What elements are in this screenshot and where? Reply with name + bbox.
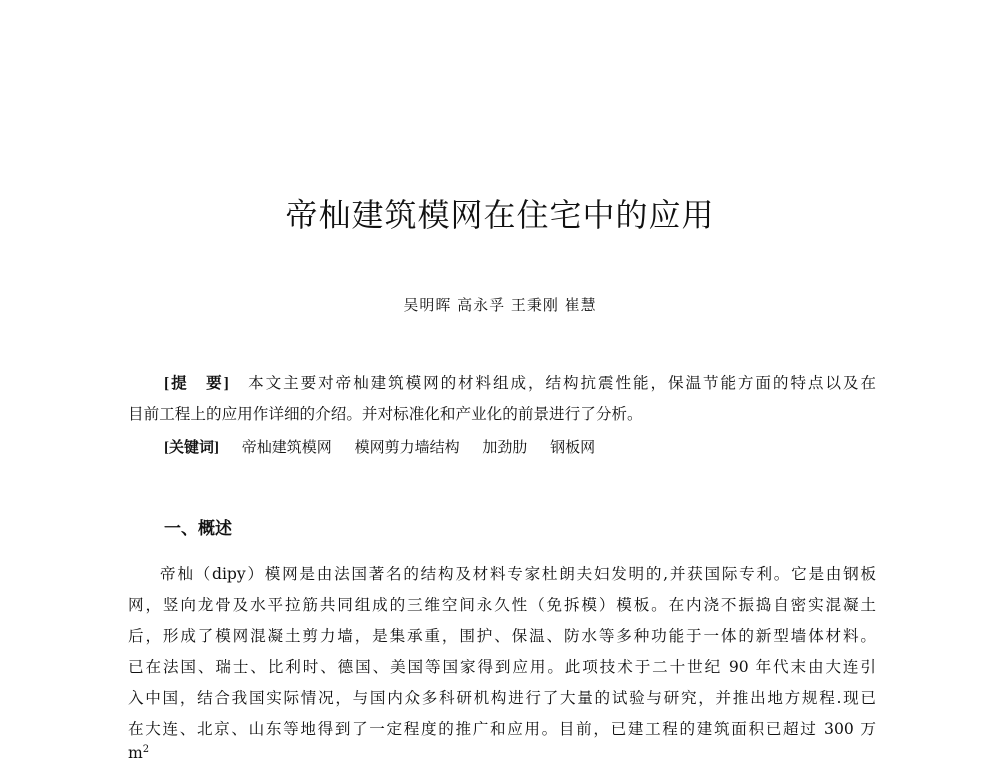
section-heading: 一、概述 xyxy=(164,519,232,539)
body-line: 后，形成了模网混凝土剪力墙，是集承重，围护、保温、防水等多种功能于一体的新型墙体材料。 xyxy=(128,627,876,645)
body-line: 入中国，结合我国实际情况，与国内众多科研机构进行了大量的试验与研究，并推出地方规程.现已 xyxy=(128,689,876,707)
keywords-label: [关键词] xyxy=(164,440,219,456)
keywords-line xyxy=(164,436,912,457)
abstract-label: [提 要] xyxy=(164,375,229,392)
body-line: 已在法国、瑞士、比利时、德国、美国等国家得到应用。此项技术于二十世纪 90 年代末由大连引 xyxy=(128,658,876,676)
authors: 吴明晖 高永孚 王秉刚 崔慧 xyxy=(403,296,597,314)
keyword: 模网剪力墙结构 xyxy=(354,438,460,456)
unit-superscript: 2 xyxy=(142,744,150,755)
unit: m xyxy=(128,744,143,762)
keyword: 加劲肋 xyxy=(482,438,528,456)
body-line: 帝杣（dipy）模网是由法国著名的结构及材料专家杜朗夫妇发明的,并获国际专利。它是由钢板 xyxy=(160,565,876,583)
abstract-line-2: 目前工程上的应用作详细的介绍。并对标准化和产业化的前景进行了分析。 xyxy=(128,405,643,423)
body-line: 在大连、北京、山东等地得到了一定程度的推广和应用。目前，已建工程的建筑面积已超过 300 万 xyxy=(128,720,876,738)
keyword: 钢板网 xyxy=(550,438,596,456)
body-line-unit xyxy=(128,744,876,762)
body-line: 网，竖向龙骨及水平拉筋共同组成的三维空间永久性（免拆模）模板。在内浇不振捣自密实混凝土 xyxy=(128,596,876,614)
abstract-text-1: 本文主要对帝杣建筑模网的材料组成，结构抗震性能，保温节能方面的特点以及在 xyxy=(248,374,876,392)
keyword: 帝杣建筑模网 xyxy=(241,438,332,456)
abstract-line-1 xyxy=(164,371,876,393)
paper-title: 帝杣建筑模网在住宅中的应用 xyxy=(285,196,715,234)
